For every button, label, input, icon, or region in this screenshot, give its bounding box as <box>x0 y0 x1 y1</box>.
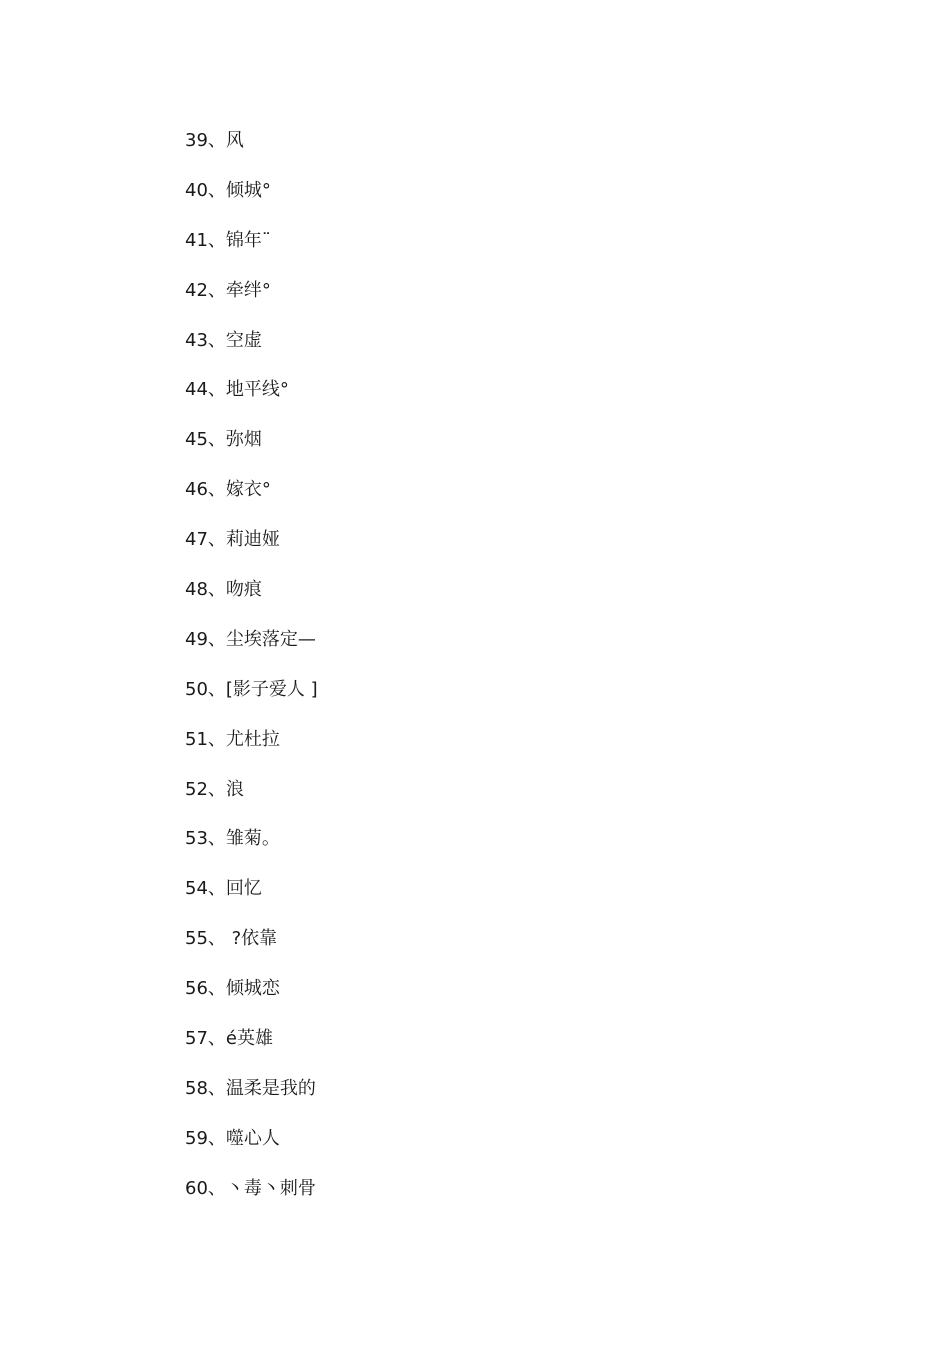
list-item: 39、风 <box>185 130 244 151</box>
list-item: 43、空虚 <box>185 329 262 351</box>
list-item: 40、倾城° <box>185 179 271 201</box>
name-list <box>185 128 318 1226</box>
list-item: 45、弥烟 <box>185 429 262 451</box>
list-item: 59、噬心人 <box>185 1127 280 1149</box>
list-item: 50、[影子爱人 ] <box>185 678 318 700</box>
list-item: 51、尤杜拉 <box>185 728 280 750</box>
list-item: 57、é英雄 <box>185 1028 273 1050</box>
list-item: 46、嫁衣° <box>185 479 271 501</box>
list-item: 42、牵绊° <box>185 279 271 301</box>
list-item: 41、锦年¨ <box>185 229 271 251</box>
list-item: 47、莉迪娅 <box>185 529 280 551</box>
list-item: 49、尘埃落定— <box>185 628 316 650</box>
list-item: 54、回忆 <box>185 878 262 900</box>
list-item: 58、温柔是我的 <box>185 1077 316 1099</box>
list-item: 48、吻痕 <box>185 579 262 601</box>
list-item: 60、丶毒丶刺骨 <box>185 1177 316 1199</box>
list-item: 53、雏菊。 <box>185 828 280 850</box>
list-item: 56、倾城恋 <box>185 978 280 1000</box>
list-item: 52、浪 <box>185 778 244 800</box>
list-item: 44、地平线° <box>185 379 289 401</box>
list-item: 55、 ?依靠 <box>185 928 278 950</box>
